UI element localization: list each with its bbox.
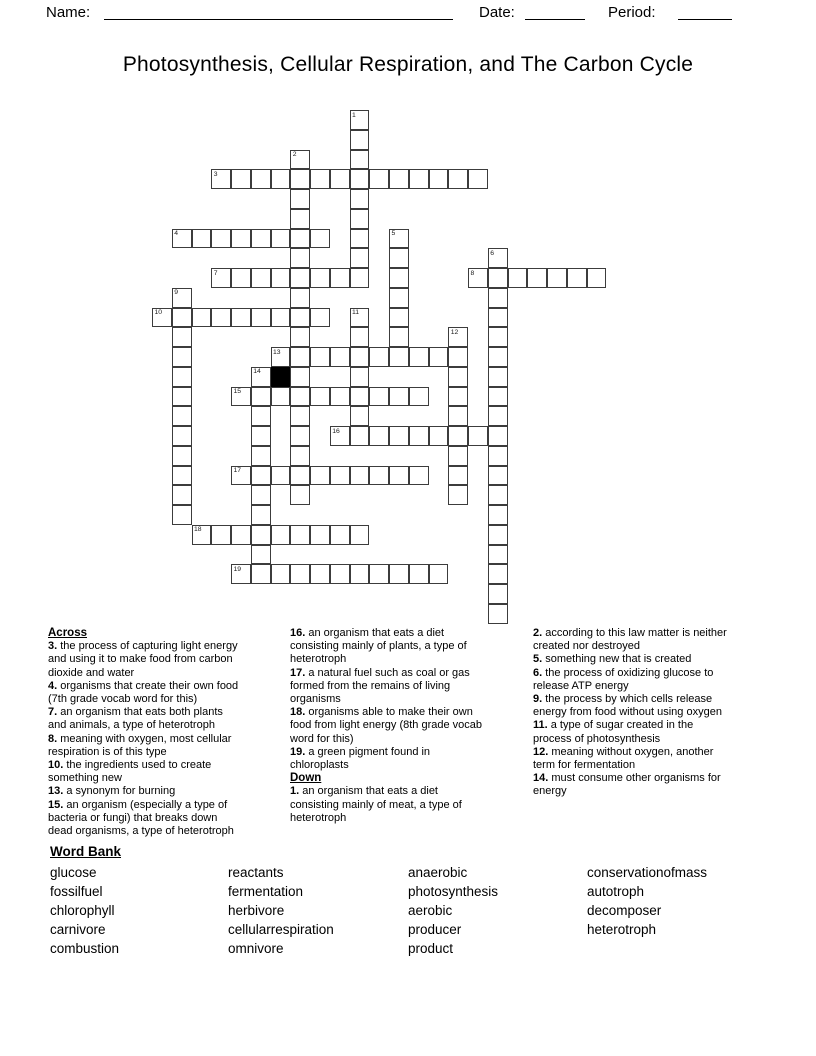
clue-4: 4. organisms that create their own food (7th grade vocab word for this) xyxy=(48,679,239,706)
crossword-cell xyxy=(369,466,389,486)
crossword-cell xyxy=(350,466,370,486)
clue-1: 1. an organism that eats a diet consisting mainly of meat, a type of heterotroph xyxy=(290,785,462,824)
crossword-cell xyxy=(310,229,330,249)
crossword-cell xyxy=(251,485,271,505)
crossword-cell xyxy=(389,229,409,249)
cell-number: 3 xyxy=(213,170,218,178)
crossword-cell xyxy=(310,387,330,407)
clue-3: 3. the process of capturing light energy and using it to make food from carbon dioxide and water xyxy=(48,640,238,679)
word-bank-column-3 xyxy=(408,863,498,958)
crossword-cell xyxy=(172,466,192,486)
crossword-cell xyxy=(429,169,449,189)
crossword-cell xyxy=(251,525,271,545)
word-bank-heading: Word Bank xyxy=(50,844,122,859)
crossword-cell xyxy=(488,367,508,387)
crossword-cell xyxy=(251,466,271,486)
crossword-cell xyxy=(172,229,192,249)
crossword-cell xyxy=(290,466,310,486)
crossword-cell xyxy=(448,327,468,347)
crossword-cell xyxy=(369,387,389,407)
crossword-cell xyxy=(310,308,330,328)
crossword-cell xyxy=(172,485,192,505)
crossword-cell xyxy=(172,505,192,525)
cell-number: 4 xyxy=(174,230,179,237)
crossword-cell xyxy=(172,327,192,347)
crossword-cell xyxy=(389,347,409,367)
cell-number: 1 xyxy=(352,111,356,119)
date-label: Date: xyxy=(479,4,515,21)
crossword-cell xyxy=(350,189,370,209)
name-line xyxy=(104,4,453,20)
word-bank-column-2 xyxy=(228,863,334,958)
word-bank-column-1 xyxy=(50,863,119,958)
crossword-cell xyxy=(350,367,370,387)
word-bank-item: product xyxy=(408,941,454,956)
clue-13: 13. a synonym for burning xyxy=(48,785,176,798)
crossword-cell xyxy=(409,466,429,486)
crossword-cell xyxy=(251,564,271,584)
crossword-cell xyxy=(251,406,271,426)
crossword-cell xyxy=(389,327,409,347)
word-bank-item: cellularrespiration xyxy=(228,922,334,937)
crossword-cell xyxy=(310,564,330,584)
crossword-cell xyxy=(488,545,508,565)
crossword-cell xyxy=(290,229,310,249)
crossword-cell xyxy=(389,308,409,328)
clue-2: 2. according to this law matter is neither created nor destroyed xyxy=(533,627,727,653)
crossword-cell xyxy=(429,426,449,446)
word-bank-item: carnivore xyxy=(50,922,106,937)
word-bank-item: combustion xyxy=(50,941,120,956)
crossword-cell xyxy=(290,525,310,545)
period-line xyxy=(678,4,732,20)
cell-number: 11 xyxy=(352,309,360,316)
clue-column-3 xyxy=(533,627,729,799)
crossword-cell xyxy=(152,308,172,328)
cell-number: 19 xyxy=(233,565,242,573)
crossword-cell xyxy=(310,466,330,486)
crossword-cell xyxy=(290,387,310,407)
crossword-cell xyxy=(251,268,271,288)
cell-number: 10 xyxy=(154,309,163,316)
crossword-cell xyxy=(508,268,528,288)
crossword-cell xyxy=(448,387,468,407)
crossword-cell xyxy=(350,130,370,150)
crossword-cell xyxy=(211,268,231,288)
crossword-cell xyxy=(290,268,310,288)
crossword-cell xyxy=(290,406,310,426)
crossword-cell xyxy=(251,367,271,387)
crossword-cell xyxy=(350,150,370,170)
crossword-cell xyxy=(350,229,370,249)
crossword-cell xyxy=(290,426,310,446)
clue-heading-across: Across xyxy=(48,627,87,639)
cell-number: 5 xyxy=(391,230,396,237)
word-bank-item: glucose xyxy=(50,865,97,880)
crossword-cell xyxy=(310,268,330,288)
crossword-cell xyxy=(192,229,212,249)
crossword-blocked-cell xyxy=(271,367,291,387)
clue-5: 5. something new that is created xyxy=(533,653,692,666)
crossword-cell xyxy=(290,209,310,229)
crossword-grid xyxy=(152,110,607,624)
crossword-cell xyxy=(271,466,291,486)
crossword-cell xyxy=(330,268,350,288)
crossword-cell xyxy=(369,169,389,189)
cell-number: 12 xyxy=(450,328,459,336)
crossword-cell xyxy=(468,169,488,189)
clue-14: 14. must consume other organisms for energy xyxy=(533,772,721,798)
crossword-cell xyxy=(271,525,291,545)
crossword-cell xyxy=(448,426,468,446)
word-bank-column-4 xyxy=(587,863,707,939)
crossword-cell xyxy=(488,426,508,446)
clue-8: 8. meaning with oxygen, most cellular respiration is of this type xyxy=(48,732,232,758)
crossword-cell xyxy=(330,525,350,545)
crossword-cell xyxy=(192,308,212,328)
crossword-cell xyxy=(488,505,508,525)
crossword-cell xyxy=(488,248,508,268)
word-bank-item: herbivore xyxy=(228,903,285,918)
crossword-cell xyxy=(290,347,310,367)
crossword-cell xyxy=(271,387,291,407)
crossword-cell xyxy=(389,426,409,446)
crossword-cell xyxy=(350,110,370,130)
crossword-cell xyxy=(468,426,488,446)
crossword-cell xyxy=(350,308,370,328)
crossword-cell xyxy=(369,564,389,584)
crossword-cell xyxy=(290,446,310,466)
clue-9: 9. the process by which cells release energy from food without using oxygen xyxy=(533,693,722,719)
crossword-cell xyxy=(290,169,310,189)
crossword-cell xyxy=(310,169,330,189)
crossword-cell xyxy=(350,564,370,584)
crossword-cell xyxy=(587,268,607,288)
crossword-cell xyxy=(547,268,567,288)
name-label: Name: xyxy=(46,4,91,21)
crossword-cell xyxy=(350,426,370,446)
crossword-cell xyxy=(330,564,350,584)
crossword-cell xyxy=(310,525,330,545)
crossword-cell xyxy=(251,505,271,525)
crossword-cell xyxy=(172,308,192,328)
crossword-cell xyxy=(488,466,508,486)
crossword-cell xyxy=(389,387,409,407)
word-bank-item: reactants xyxy=(228,865,284,880)
word-bank-item: photosynthesis xyxy=(408,884,499,899)
crossword-cell xyxy=(211,308,231,328)
crossword-cell xyxy=(330,347,350,367)
crossword-cell xyxy=(448,347,468,367)
crossword-cell xyxy=(409,347,429,367)
crossword-cell xyxy=(409,426,429,446)
crossword-cell xyxy=(448,367,468,387)
cell-number: 15 xyxy=(233,388,242,395)
crossword-cell xyxy=(251,426,271,446)
crossword-cell xyxy=(330,169,350,189)
crossword-cell xyxy=(290,189,310,209)
crossword-cell xyxy=(231,229,251,249)
crossword-cell xyxy=(488,288,508,308)
crossword-cell xyxy=(231,387,251,407)
crossword-cell xyxy=(231,466,251,486)
crossword-cell xyxy=(251,387,271,407)
word-bank-item: decomposer xyxy=(587,903,662,918)
crossword-cell xyxy=(567,268,587,288)
cell-number: 9 xyxy=(174,289,179,297)
clue-column-2 xyxy=(290,627,486,825)
crossword-cell xyxy=(211,169,231,189)
crossword-cell xyxy=(468,268,488,288)
crossword-cell xyxy=(350,387,370,407)
crossword-cell xyxy=(389,288,409,308)
crossword-cell xyxy=(488,584,508,604)
crossword-cell xyxy=(369,347,389,367)
crossword-cell xyxy=(350,169,370,189)
crossword-cell xyxy=(488,387,508,407)
crossword-cell xyxy=(488,446,508,466)
crossword-cell xyxy=(488,564,508,584)
crossword-cell xyxy=(350,525,370,545)
crossword-cell xyxy=(172,288,192,308)
clue-18: 18. organisms able to make their own food from light energy (8th grade vocab word for this) xyxy=(290,706,483,745)
crossword-cell xyxy=(389,268,409,288)
crossword-cell xyxy=(350,268,370,288)
crossword-cell xyxy=(271,347,291,367)
crossword-cell xyxy=(271,564,291,584)
crossword-cell xyxy=(389,248,409,268)
crossword-cell xyxy=(350,248,370,268)
crossword-cell xyxy=(429,564,449,584)
crossword-cell xyxy=(290,327,310,347)
crossword-cell xyxy=(488,347,508,367)
crossword-cell xyxy=(290,288,310,308)
crossword-cell xyxy=(231,564,251,584)
crossword-cell xyxy=(330,426,350,446)
crossword-cell xyxy=(527,268,547,288)
crossword-cell xyxy=(271,229,291,249)
crossword-cell xyxy=(172,446,192,466)
cell-number: 16 xyxy=(332,427,340,435)
clue-10: 10. the ingredients used to create something new xyxy=(48,759,212,785)
clue-11: 11. a type of sugar created in the process of photosynthesis xyxy=(533,719,694,745)
crossword-cell xyxy=(409,564,429,584)
crossword-cell xyxy=(350,327,370,347)
crossword-cell xyxy=(231,308,251,328)
cell-number: 18 xyxy=(194,526,202,534)
clue-15: 15. an organism (especially a type of bacteria or fungi) that breaks down dead organisms, a type of heterotroph xyxy=(48,798,234,838)
period-label: Period: xyxy=(608,4,656,21)
crossword-cell xyxy=(290,308,310,328)
crossword-cell xyxy=(290,564,310,584)
crossword-cell xyxy=(488,308,508,328)
clue-16: 16. an organism that eats a diet consisting mainly of plants, a type of heterotroph xyxy=(290,627,467,666)
crossword-cell xyxy=(192,525,212,545)
crossword-cell xyxy=(448,169,468,189)
crossword-cell xyxy=(271,308,291,328)
crossword-cell xyxy=(251,446,271,466)
crossword-cell xyxy=(488,268,508,288)
crossword-cell xyxy=(369,426,389,446)
cell-number: 8 xyxy=(470,269,475,277)
crossword-cell xyxy=(330,387,350,407)
crossword-cell xyxy=(448,485,468,505)
crossword-cell xyxy=(350,347,370,367)
crossword-cell xyxy=(172,406,192,426)
clue-6: 6. the process of oxidizing glucose to release ATP energy xyxy=(533,666,714,692)
clue-17: 17. a natural fuel such as coal or gas formed from the remains of living organisms xyxy=(290,666,470,706)
crossword-cell xyxy=(488,485,508,505)
date-line xyxy=(525,4,585,20)
crossword-cell xyxy=(310,347,330,367)
crossword-cell xyxy=(251,545,271,565)
crossword-cell xyxy=(389,466,409,486)
crossword-cell xyxy=(172,367,192,387)
crossword-cell xyxy=(389,564,409,584)
word-bank-item: conservationofmass xyxy=(587,865,708,880)
word-bank-item: chlorophyll xyxy=(50,903,115,918)
crossword-cell xyxy=(330,466,350,486)
crossword-cell xyxy=(231,169,251,189)
crossword-cell xyxy=(429,347,449,367)
word-bank-item: anaerobic xyxy=(408,865,468,880)
crossword-cell xyxy=(211,229,231,249)
word-bank-item: fossilfuel xyxy=(50,884,103,899)
crossword-cell xyxy=(488,525,508,545)
clue-heading-down: Down xyxy=(290,772,322,785)
crossword-cell xyxy=(290,248,310,268)
crossword-cell xyxy=(409,387,429,407)
crossword-cell xyxy=(350,406,370,426)
word-bank-item: autotroph xyxy=(587,884,645,899)
crossword-cell xyxy=(172,347,192,367)
word-bank-item: fermentation xyxy=(228,884,304,899)
word-bank-item: omnivore xyxy=(228,941,284,956)
cell-number: 13 xyxy=(273,348,281,356)
word-bank-item: heterotroph xyxy=(587,922,657,937)
crossword-cell xyxy=(290,150,310,170)
cell-number: 2 xyxy=(292,151,297,158)
crossword-cell xyxy=(271,268,291,288)
word-bank-item: aerobic xyxy=(408,903,453,918)
crossword-cell xyxy=(409,169,429,189)
clue-7: 7. an organism that eats both plants and animals, a type of heterotroph xyxy=(48,706,223,732)
cell-number: 6 xyxy=(490,249,495,257)
crossword-cell xyxy=(488,327,508,347)
clue-column-1 xyxy=(48,627,244,838)
clue-12: 12. meaning without oxygen, another term for fermentation xyxy=(533,745,714,772)
word-bank-item: producer xyxy=(408,922,462,937)
crossword-cell xyxy=(172,387,192,407)
crossword-cell xyxy=(448,446,468,466)
crossword-cell xyxy=(251,169,271,189)
crossword-cell xyxy=(211,525,231,545)
cell-number: 7 xyxy=(213,269,218,277)
crossword-cell xyxy=(448,466,468,486)
cell-number: 17 xyxy=(233,467,242,474)
crossword-cell xyxy=(488,406,508,426)
crossword-cell xyxy=(290,485,310,505)
crossword-cell xyxy=(350,209,370,229)
crossword-cell xyxy=(251,229,271,249)
crossword-cell xyxy=(271,169,291,189)
crossword-cell xyxy=(251,308,271,328)
crossword-cell xyxy=(231,525,251,545)
crossword-cell xyxy=(231,268,251,288)
clue-19: 19. a green pigment found in chloroplasts xyxy=(290,745,431,772)
crossword-cell xyxy=(389,169,409,189)
crossword-cell xyxy=(488,604,508,624)
crossword-cell xyxy=(448,406,468,426)
crossword-cell xyxy=(172,426,192,446)
page-title: Photosynthesis, Cellular Respiration, and The Carbon Cycle xyxy=(122,53,694,76)
cell-number: 14 xyxy=(253,368,261,376)
crossword-cell xyxy=(290,367,310,387)
